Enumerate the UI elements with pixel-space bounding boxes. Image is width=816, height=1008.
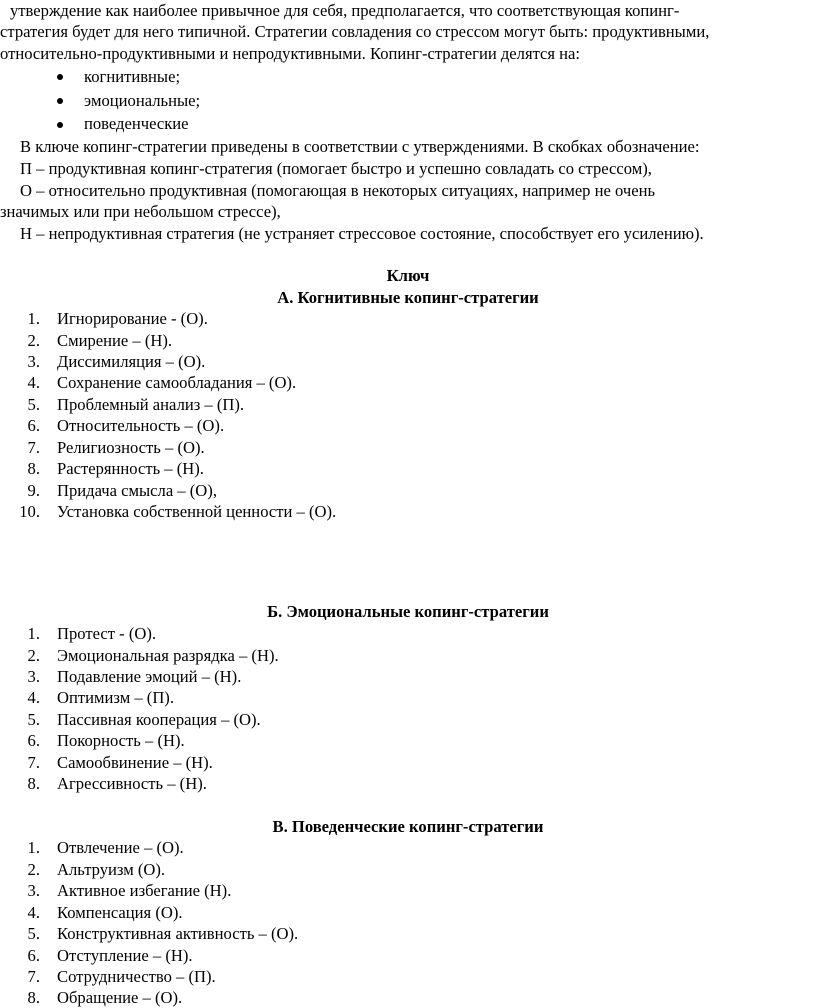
list-item: Отвлечение – (О). (57, 838, 184, 857)
list-number: 5. (27, 395, 40, 414)
bullet-icon (57, 74, 63, 80)
list-item: Диссимиляция – (О). (57, 352, 206, 371)
list-item: Придача смысла – (О), (57, 481, 217, 500)
list-number: 6. (27, 946, 40, 965)
list-item: Пассивная кооперация – (О). (57, 710, 261, 729)
list-item: Оптимизм – (П). (57, 688, 174, 707)
bullet-item-cognitive: когнитивные; (84, 67, 181, 86)
list-item: Подавление эмоций – (Н). (57, 667, 242, 686)
list-item: Покорность – (Н). (57, 731, 185, 750)
section-a-title: А. Когнитивные копинг-стратегии (277, 288, 539, 307)
list-number: 2. (27, 331, 40, 350)
list-item: Сотрудничество – (П). (57, 967, 216, 986)
list-item: Растерянность – (Н). (57, 459, 204, 478)
explain-line-3: О – относительно продуктивная (помогающая в некоторых ситуациях, например не очень (20, 181, 656, 200)
list-item: Сохранение самообладания – (О). (57, 373, 297, 392)
list-item: Конструктивная активность – (О). (57, 924, 299, 943)
list-number: 3. (27, 667, 40, 686)
bullet-item-behavioral: поведенческие (84, 114, 189, 133)
list-number: 9. (27, 481, 40, 500)
list-item: Отступление – (Н). (57, 946, 193, 965)
list-item: Активное избегание (Н). (57, 881, 232, 900)
list-item: Смирение – (Н). (57, 331, 173, 350)
explain-line-2: П – продуктивная копинг-стратегия (помогает быстро и успешно совладать со стрессом), (20, 159, 652, 178)
list-item: Агрессивность – (Н). (57, 774, 207, 793)
intro-line-3: относительно-продуктивными и непродуктивными. Копинг-стратегии делятся на: (0, 44, 581, 63)
list-item: Установка собственной ценности – (О). (57, 502, 337, 521)
explain-line-4: значимых или при небольшом стрессе), (0, 202, 281, 221)
list-number: 7. (27, 753, 40, 772)
list-item: Обращение – (О). (57, 988, 183, 1007)
list-number: 8. (27, 988, 40, 1007)
list-item: Эмоциональная разрядка – (Н). (57, 646, 279, 665)
list-item: Самообвинение – (Н). (57, 753, 213, 772)
list-item: Религиозность – (О). (57, 438, 205, 457)
list-number: 4. (27, 903, 40, 922)
list-number: 1. (27, 838, 40, 857)
list-item: Относительность – (О). (57, 416, 225, 435)
list-number: 2. (27, 646, 40, 665)
list-item: Проблемный анализ – (П). (57, 395, 245, 414)
list-number: 4. (27, 373, 40, 392)
explain-line-5: Н – непродуктивная стратегия (не устраняет стрессовое состояние, способствует его усилению). (20, 224, 704, 243)
section-c-title: В. Поведенческие копинг-стратегии (272, 817, 544, 836)
bullet-icon (57, 122, 63, 128)
list-item: Игнорирование - (О). (57, 309, 208, 328)
list-number: 6. (27, 416, 40, 435)
list-number: 3. (27, 881, 40, 900)
list-number: 5. (27, 924, 40, 943)
bullet-icon (57, 98, 63, 104)
intro-line-1: утверждение как наиболее привычное для себя, предполагается, что соответствующая копинг- (10, 1, 680, 20)
list-number: 1. (27, 624, 40, 643)
list-number: 10. (19, 502, 40, 521)
explain-line-1: В ключе копинг-стратегии приведены в соответствии с утверждениями. В скобках обозначение: (20, 137, 700, 156)
list-number: 7. (27, 438, 40, 457)
list-number: 7. (27, 967, 40, 986)
list-item: Альтруизм (О). (57, 860, 166, 879)
list-number: 4. (27, 688, 40, 707)
key-title: Ключ (386, 266, 430, 285)
list-number: 3. (27, 352, 40, 371)
list-number: 5. (27, 710, 40, 729)
list-number: 6. (27, 731, 40, 750)
list-number: 8. (27, 459, 40, 478)
intro-line-2: стратегия будет для него типичной. Стратегии совладения со стрессом могут быть: продуктивными, (0, 22, 710, 41)
list-item: Компенсация (О). (57, 903, 183, 922)
section-b-title: Б. Эмоциональные копинг-стратегии (267, 602, 549, 621)
list-number: 2. (27, 860, 40, 879)
list-number: 1. (27, 309, 40, 328)
list-item: Протест - (О). (57, 624, 157, 643)
bullet-item-emotional: эмоциональные; (84, 91, 201, 110)
list-number: 8. (27, 774, 40, 793)
